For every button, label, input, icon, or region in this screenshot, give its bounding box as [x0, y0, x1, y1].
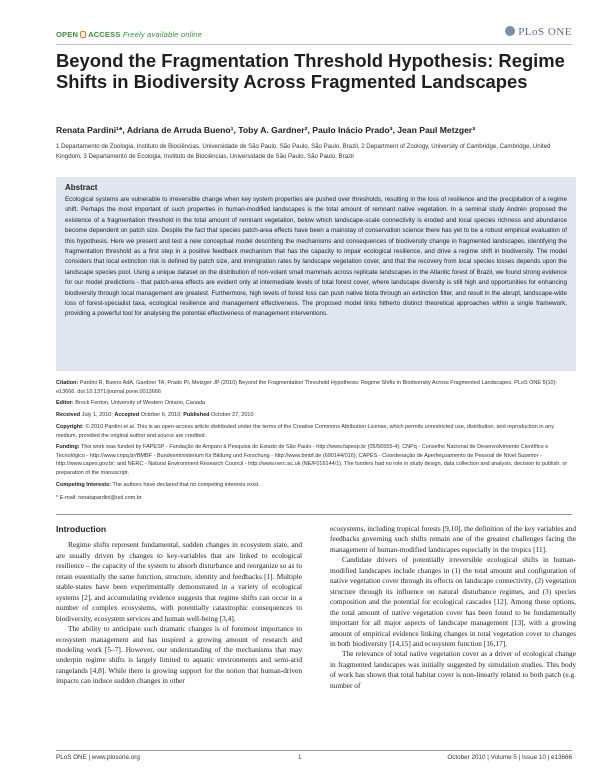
journal-logo: PLoS ONE	[505, 26, 572, 38]
footer-divider	[56, 750, 572, 751]
body-column-right	[330, 524, 576, 691]
abstract-heading: Abstract	[65, 183, 98, 192]
footer-journal: PLoS ONE | www.plosone.org	[56, 754, 140, 761]
copyright: Copyright: © 2010 Pardini et al. This is an open-access article distributed under the terms of the Creative Commons Attribution License, which permits unrestricted use, distribution, and reproduction in any medium, provided the original author and source are credited.	[56, 424, 554, 439]
author-list: Renata Pardini¹*, Adriana de Arruda Bueno¹, Toby A. Gardner², Paulo Inácio Prado³, Jean Paul Metzger³	[56, 125, 476, 135]
footer-issue: October 2010 | Volume 5 | Issue 10 | e13666	[447, 754, 572, 761]
affiliations: 1 Departamento de Zoologia, Instituto de Biociências, Universidade de São Paulo, São Paulo, São Paulo, Brazil, 2 Department of Zoology, University of Cambridge, Cambridge, United Kingdom, 3 Departamento de Ecologia, Instituto de Biociências, Universidade de São Paulo, São Paulo, Brazil	[56, 143, 551, 160]
dates: Received July 1, 2010; Accepted October 6, 2010; Published October 27, 2010	[56, 412, 254, 418]
introduction-heading: Introduction	[56, 524, 107, 534]
competing-interests: Competing Interests: The authors have declared that no competing interests exist.	[56, 482, 260, 488]
paragraph: The ability to anticipate such dramatic changes is of foremost importance to ecosystem management and has inspired a growing amount of research and modeling work [5–7]. However, our understanding of the mechanisms that may underpin regime shifts is largely limited to aquatic environments and semi-arid rangelands [4,8]. While there is growing support for the notion that human-driven impacts can induce sudden changes in other	[56, 624, 302, 686]
plos-logo-icon	[505, 26, 515, 36]
meta-divider	[56, 514, 572, 515]
paragraph: Regime shifts represent fundamental, sudden changes in ecosystem state, and are usually driven by changes to key-variables that are linked to ecological resilience – the capacity of the system to absorb disturbance and reorganize so as to retain essentially the same function, structure, identity and feedbacks [1]. Multiple stable-states have been experimentally demonstrated in a variety of ecological systems [2], and accumulating evidence suggests that regime shifts can occur in a number of complex ecosystems, with potentially catastrophic consequences to biodiversity, ecosystem services and human well-being [3,4].	[56, 540, 302, 623]
abstract-text: Ecological systems are vulnerable to irreversible change when key system properties are pushed over thresholds, resulting in the loss of resilience and the precipitation of a regime shift. Perhaps the most important of such properties in human-modified landscapes is the total amount of remnant native vegetation. In a seminal study Andrén proposed the existence of a fragmentation threshold in the total amount of remnant vegetation, below which landscape-scale connectivity is eroded and local species richness and abundance become dependent on patch size. Despite the fact that species patch-area effects have been a mainstay of conservation science there has yet to be a robust empirical evaluation of this hypothesis. Here we present and test a new conceptual model describing the mechanisms and consequences of biodiversity change in fragmented landscapes, identifying the fragmentation threshold as a first step in a positive feedback mechanism that has the capacity to impair ecological resilience, and drive a regime shift in biodiversity. The model considers that local extinction risk is defined by patch size, and immigration rates by landscape vegetation cover, and that the recovery from local species losses depends upon the landscape species pool. Using a unique dataset on the distribution of non-volant small mammals across replicate landscapes in the Atlantic forest of Brazil, we found strong evidence for our model predictions - that patch-area effects are evident only at intermediate levels of total forest cover, where landscape diversity is still high and opportunities for enhancing biodiversity through local management are greatest. Furthermore, high levels of forest loss can push native biota through an extinction filter, and result in the abrupt, landscape-wide loss of forest-specialist taxa, ecological resilience and management effectiveness. The proposed model links hitherto distinct theoretical approaches within a single framework, providing a powerful tool for analysing the potential effectiveness of management interventions.	[65, 196, 567, 318]
paragraph: Candidate drivers of potentially irreversible ecological shifts in human-modified landscapes include changes in (1) the total amount and configuration of native vegetation cover through its effects on landscape connectivity, (2) vegetation structure through its influence on natural disturbance regimes, and (3) species composition and the potential for ecological cascades [12]. Among these options, the total amount of native vegetation cover has been found to be fundamentally important for all major aspects of landscape management [13], with a growing amount of empirical evidence linking changes in total vegetation cover to changes in both biodiversity [14,15] and ecosystem function [16,17].	[330, 555, 576, 648]
body-column-left	[56, 524, 302, 687]
paragraph: ecosystems, including tropical forests [9,10], the definition of the key variables and feedbacks governing such shifts remain one of the greatest challenges facing the management of human-modified landscapes especially in the tropics [11].	[330, 524, 576, 554]
journal-header	[56, 28, 572, 44]
corresponding-email[interactable]: * E-mail: renatapardini@uol.com.br	[56, 495, 142, 501]
funding: Funding: This work was funded by FAPESP - Fundação de Amparo à Pesquisa do Estado de São Paulo - http://www.fapesp.br (05/56555-4); CNPq - Conselho Nacional de Desenvolvimento Científico e Tecnológico - http://www.cnpq.br/BMBF - Bundesministerium für Bildung und Forschung - http://www.bmbf.de (690144/016); CAPES - Coordenação de Aperfeiçoamento de Pessoal de Nível Superior - http://www.capes.gov.br; and NERC - Natural Environment Research Council - http://www.nerc.ac.uk (NE/F016144/1). The funders had no role in study design, data collection and analysis, decision to publish, or preparation of the manuscript.	[56, 444, 568, 476]
abstract-box	[56, 177, 576, 371]
page-number: 1	[298, 754, 302, 761]
paragraph: The relevance of total native vegetation cover as a driver of ecological change in fragmented landscapes was initially suggested by simulation studies. This body of work has shown that total habitat cover is non-linearly related to both patch (e.g. number of	[330, 649, 576, 690]
open-access-badge: OPEN ACCESS Freely available online	[56, 30, 203, 39]
header-divider	[56, 44, 572, 45]
citation: Citation: Pardini R, Bueno AdA, Gardner TA, Prado PI, Metzger JP (2010) Beyond the Fragmentation Threshold Hypothesis: Regime Shifts in Biodiversity Across Fragmented Landscapes. PLoS ONE 5(10): e13666. doi:10.1371/journal.pone.0013666	[56, 380, 557, 395]
freely-available-label: Freely available online	[122, 30, 203, 39]
article-title: Beyond the Fragmentation Threshold Hypothesis: Regime Shifts in Biodiversity Across Fragmented Landscapes	[56, 50, 565, 92]
editor: Editor: Brock Fenton, University of Western Ontario, Canada	[56, 400, 206, 406]
open-lock-icon	[80, 31, 86, 38]
